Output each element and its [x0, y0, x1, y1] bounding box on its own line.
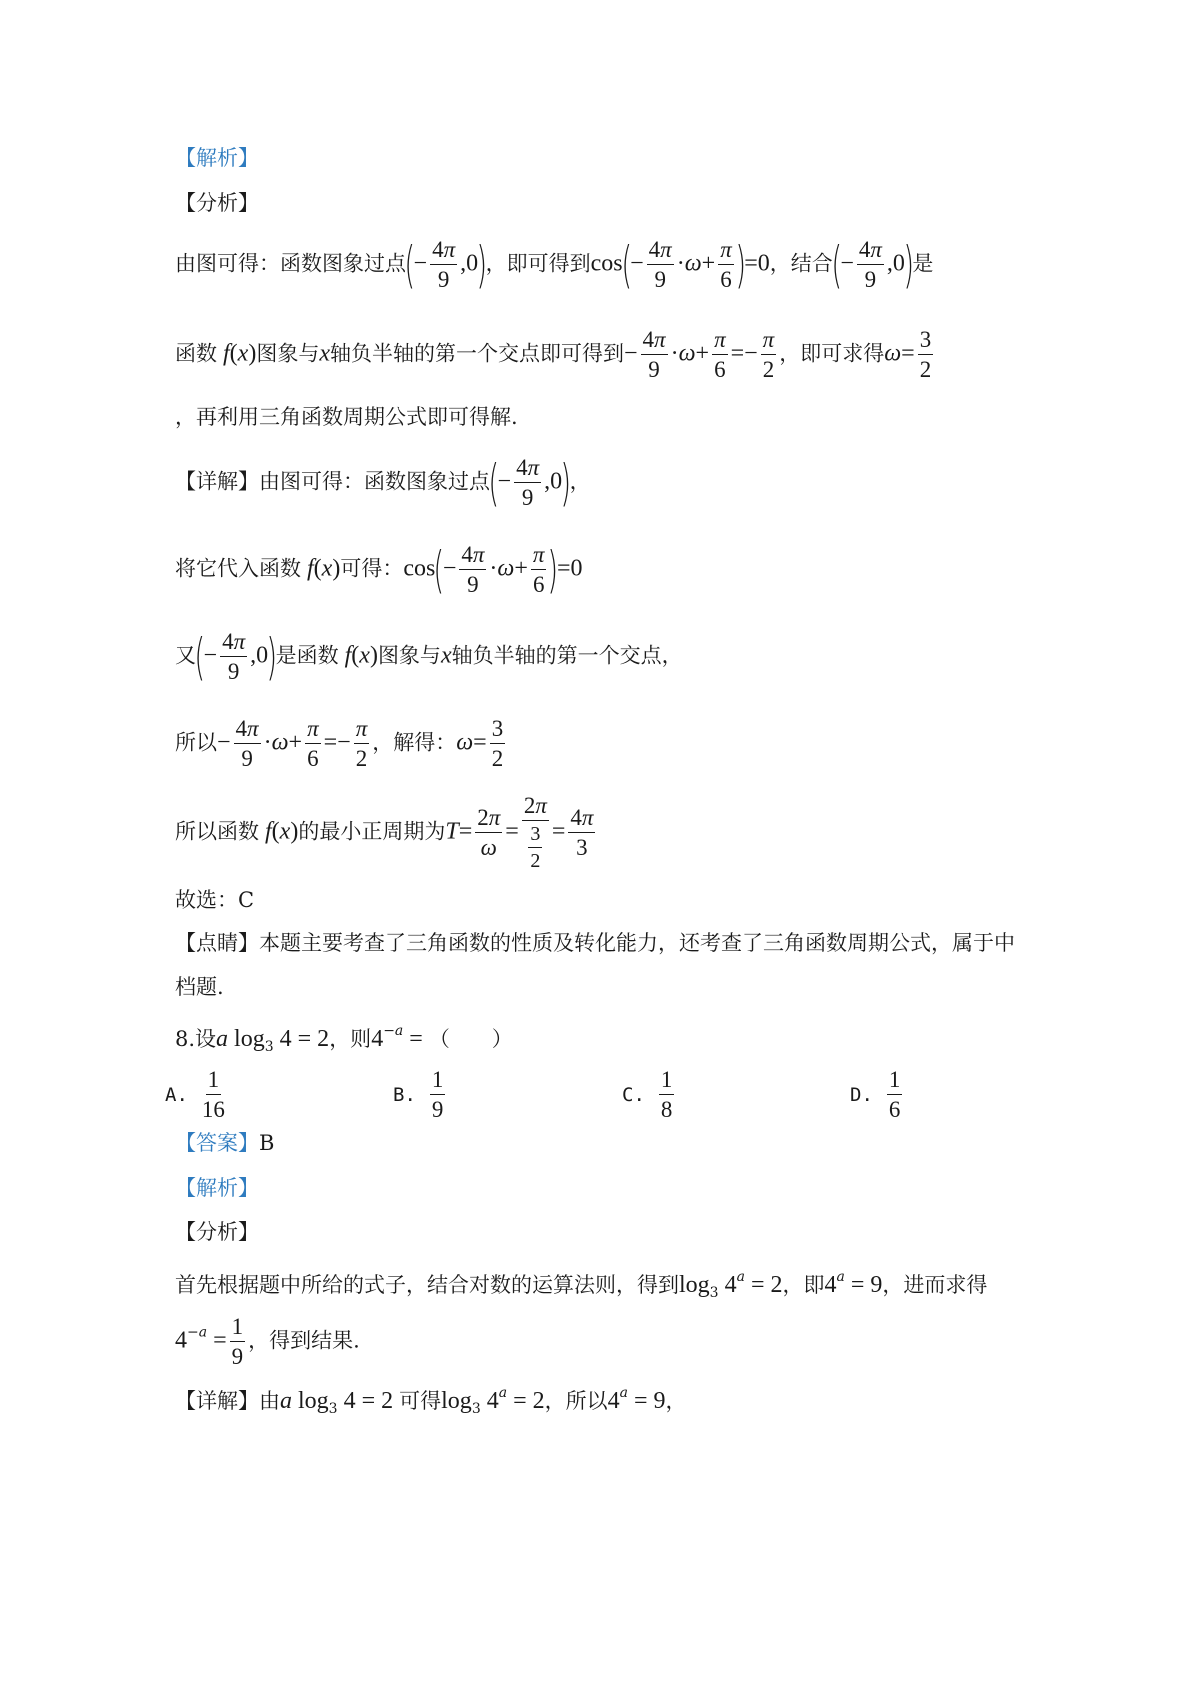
section-jiexi-2: 【解析】 — [175, 1176, 259, 1200]
detail2-line-1: 【详解】由a $\log_3 4 = 2$ 可得$\log_3 4^a = 2$，所以$4^a = 9$， — [175, 1385, 687, 1417]
analysis-line-2: 函数 f(x)图象与x轴负半轴的第一个交点即可得到− $\frac{4\pi}{9}$ ·ω+ $\frac{\pi}{6}$ =− $\frac{\pi}{2}$ ，即可求得ω= $\frac{3}{2}$ — [175, 327, 932, 383]
dianjing-line-1: 【点睛】本题主要考查了三角函数的性质及转化能力，还考查了三角函数周期公式，属于中 — [175, 931, 1015, 955]
section-fenxi-2: 【分析】 — [175, 1220, 259, 1244]
section-jiexi: 【解析】 — [175, 146, 259, 170]
choice-line: 故选：C — [175, 888, 255, 912]
analysis2-line-2: $4^{-a}$ = $\frac{1}{9}$ ，得到结果. — [175, 1314, 360, 1370]
answer-line: 【答案】B — [175, 1131, 275, 1155]
detail-line-3: 又(− $\frac{4\pi}{9}$ ,0)是函数 f(x)图象与x轴负半轴的第一个交点， — [175, 628, 683, 687]
section-fenxi: 【分析】 — [175, 191, 259, 215]
analysis2-line-1: 首先根据题中所给的式子，结合对数的运算法则，得到$\log_3 4^a = 2$，即$4^a = 9$，进而求得 — [175, 1269, 988, 1301]
detail-line-2: 将它代入函数 f(x)可得：cos(− $\frac{4\pi}{9}$ ·ω+ $\frac{\pi}{6}$ )=0 — [175, 541, 583, 600]
option-c: C. $\frac{1}{8}$ — [622, 1067, 673, 1123]
dianjing-line-2: 档题. — [175, 975, 224, 999]
option-a: A. $\frac{1}{16}$ — [165, 1067, 225, 1123]
detail-line-4: 所以− $\frac{4\pi}{9}$ ·ω+ $\frac{\pi}{6}$ =− $\frac{\pi}{2}$ ，解得：ω= $\frac{3}{2}$ — [175, 716, 504, 772]
analysis-line-1: 由图可得：函数图象过点(− $\frac{4\pi}{9}$ ,0)，即可得到cos(− $\frac{4\pi}{9}$ ·ω+ $\frac{\pi}{6}$ )=0，结合(− $\frac{4\pi}{9}$ ,0)是 — [175, 236, 934, 295]
question-8: 8.设a $\log_3 4 = 2$，则$4^{-a}$ = （ ） — [175, 1023, 513, 1055]
analysis-line-3: ，再利用三角函数周期公式即可得解. — [175, 405, 518, 429]
detail-line-5: 所以函数 f(x)的最小正周期为T= $\frac{2\pi}{\omega}$ = $\frac{2\pi}{\frac{3}{2}}$ = $\frac{4\pi}{3}$ — [175, 793, 594, 873]
option-d: D. $\frac{1}{6}$ — [850, 1067, 901, 1123]
option-b: B. $\frac{1}{9}$ — [393, 1067, 444, 1123]
detail-line-1: 【详解】由图可得：函数图象过点(− $\frac{4\pi}{9}$ ,0)， — [175, 454, 591, 513]
